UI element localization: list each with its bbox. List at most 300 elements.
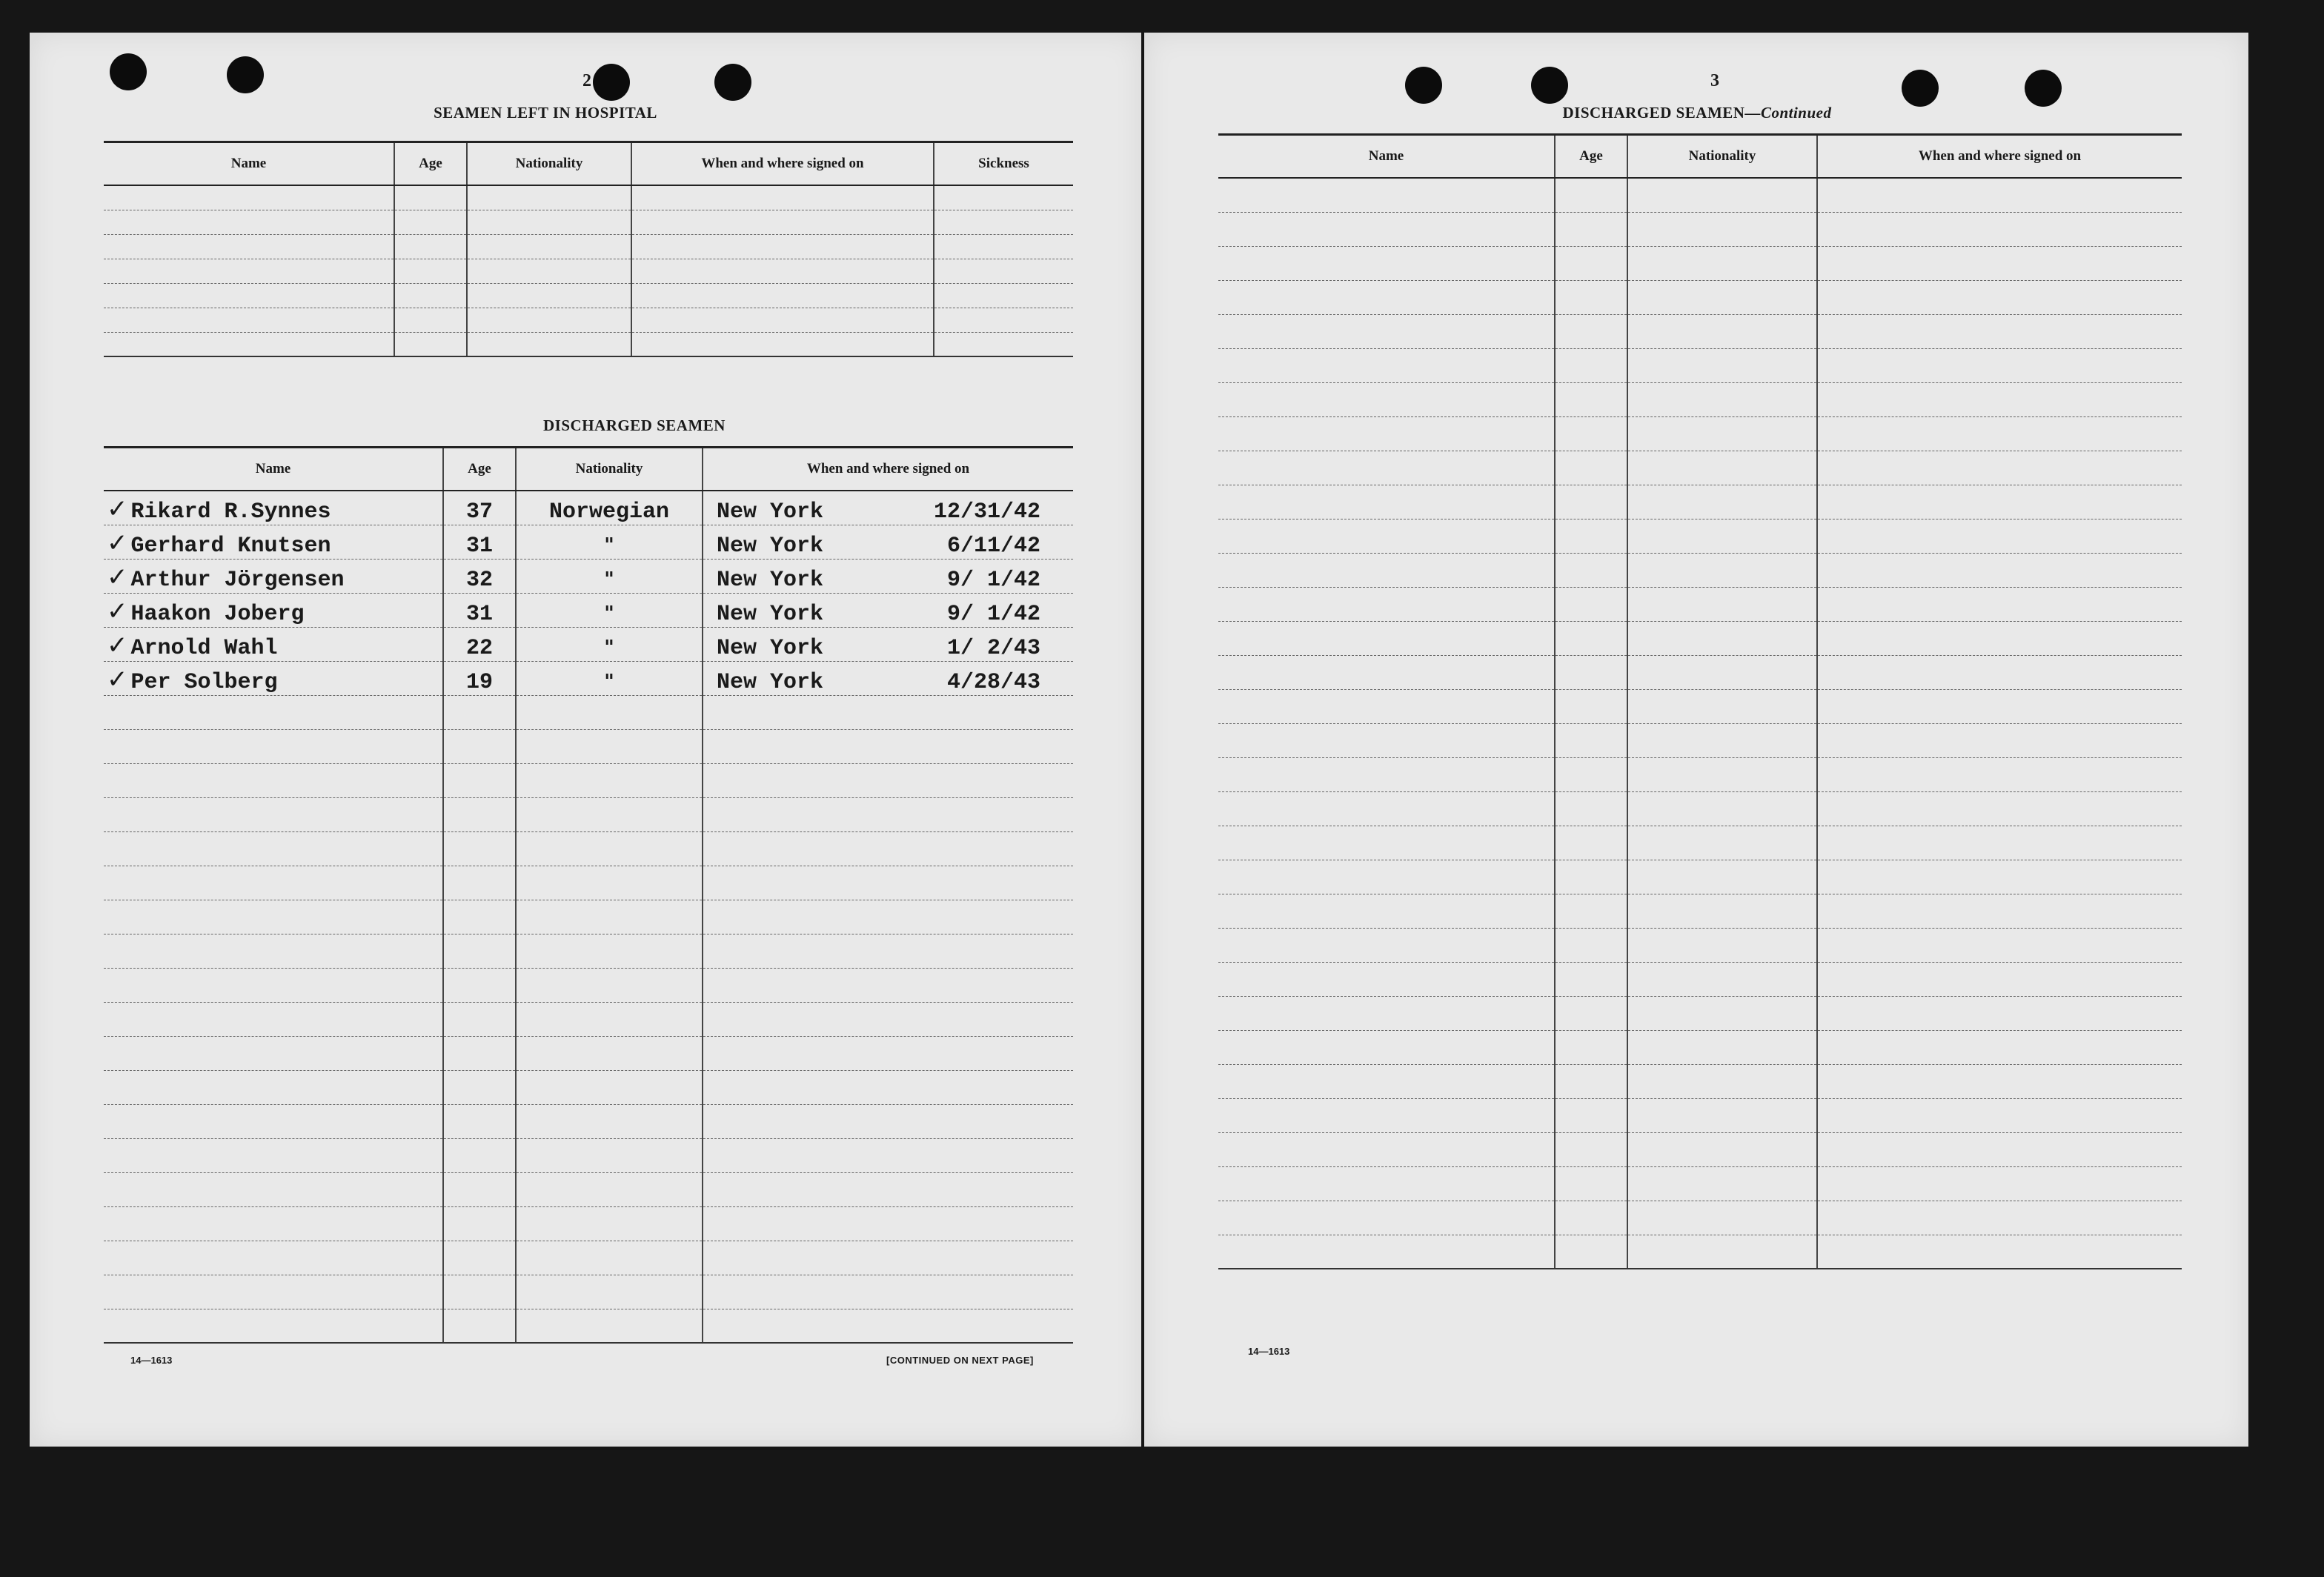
punch-hole <box>593 64 630 101</box>
empty-cell <box>467 234 631 259</box>
empty-cell <box>1218 246 1555 280</box>
punch-hole <box>1531 67 1568 104</box>
empty-cell <box>1218 1235 1555 1269</box>
column-header-nationality: Nationality <box>516 448 703 491</box>
empty-cell <box>1627 894 1817 928</box>
checkmark-icon: ✓ <box>107 562 128 592</box>
empty-cell <box>631 283 934 308</box>
empty-cell <box>1218 894 1555 928</box>
empty-cell <box>467 332 631 356</box>
empty-cell <box>1627 962 1817 996</box>
empty-cell <box>394 234 467 259</box>
empty-cell <box>1218 451 1555 485</box>
signed-on <box>706 602 1070 627</box>
table-row <box>104 210 1073 234</box>
empty-cell <box>1218 826 1555 860</box>
table-row <box>104 525 1073 559</box>
signed-on-date: 9/ 1/42 <box>946 567 1040 593</box>
empty-cell <box>1627 1235 1817 1269</box>
seaman-age: 37 <box>465 499 493 525</box>
empty-cell <box>703 968 1073 1002</box>
table-row <box>1218 451 2182 485</box>
empty-cell <box>1627 416 1817 451</box>
empty-cell <box>1817 689 2182 723</box>
table-row <box>104 593 1073 627</box>
empty-cell <box>1627 928 1817 962</box>
empty-cell <box>1218 314 1555 348</box>
empty-cell <box>516 1241 703 1275</box>
table-row <box>1218 826 2182 860</box>
column-header-sickness: Sickness <box>934 142 1073 186</box>
seaman-age: 22 <box>465 635 493 661</box>
empty-cell <box>631 185 934 210</box>
punch-hole <box>1902 70 1939 107</box>
empty-cell <box>1555 314 1627 348</box>
empty-cell <box>443 763 516 797</box>
left-page <box>30 33 1141 1447</box>
empty-cell <box>1817 451 2182 485</box>
empty-cell <box>443 1070 516 1104</box>
seaman-age: 31 <box>465 601 493 627</box>
empty-cell <box>1218 348 1555 382</box>
empty-cell <box>104 210 394 234</box>
empty-cell <box>1817 655 2182 689</box>
table-row <box>104 185 1073 210</box>
table-row <box>1218 1166 2182 1201</box>
empty-cell <box>1627 212 1817 246</box>
seaman-entry <box>107 494 331 525</box>
empty-cell <box>394 332 467 356</box>
empty-cell <box>1555 757 1627 791</box>
empty-cell <box>1555 723 1627 757</box>
table-header-row <box>104 142 1073 186</box>
empty-cell <box>443 831 516 866</box>
empty-cell <box>703 866 1073 900</box>
empty-cell <box>1555 485 1627 519</box>
empty-cell <box>1627 1166 1817 1201</box>
table-row <box>104 1070 1073 1104</box>
empty-cell <box>1555 246 1627 280</box>
table-row <box>104 308 1073 332</box>
empty-cell <box>104 185 394 210</box>
nationality-cell <box>516 491 703 525</box>
empty-cell <box>703 1275 1073 1309</box>
empty-cell <box>104 934 443 968</box>
title-suffix: —Continued <box>1744 104 1832 122</box>
empty-cell <box>104 308 394 332</box>
table-row <box>104 491 1073 525</box>
empty-cell <box>104 900 443 934</box>
empty-cell <box>1817 996 2182 1030</box>
column-header-age: Age <box>443 448 516 491</box>
empty-cell <box>1218 1201 1555 1235</box>
empty-cell <box>1817 1030 2182 1064</box>
seaman-nationality: Norwegian <box>548 499 670 525</box>
table-row <box>1218 485 2182 519</box>
empty-cell <box>1555 553 1627 587</box>
table-row <box>104 831 1073 866</box>
empty-cell <box>1627 689 1817 723</box>
empty-cell <box>394 185 467 210</box>
empty-cell <box>443 900 516 934</box>
punch-hole <box>110 53 147 90</box>
empty-cell <box>1218 1098 1555 1132</box>
empty-cell <box>1218 723 1555 757</box>
empty-cell <box>1218 1132 1555 1166</box>
empty-cell <box>1218 1064 1555 1098</box>
seaman-nationality: " <box>604 636 614 659</box>
signed-on-cell <box>703 661 1073 695</box>
form-code: 14—1613 <box>130 1355 173 1366</box>
checkmark-icon: ✓ <box>107 664 128 694</box>
table-row <box>1218 1201 2182 1235</box>
empty-cell <box>1218 416 1555 451</box>
name-cell <box>104 525 443 559</box>
empty-cell <box>1817 280 2182 314</box>
table-row <box>104 559 1073 593</box>
discharged-table <box>104 446 1073 1344</box>
signed-on-date: 1/ 2/43 <box>946 635 1040 661</box>
empty-cell <box>1817 1166 2182 1201</box>
empty-cell <box>104 968 443 1002</box>
table-row <box>104 1206 1073 1241</box>
empty-cell <box>1555 1201 1627 1235</box>
empty-cell <box>631 332 934 356</box>
table-row <box>1218 212 2182 246</box>
empty-cell <box>631 210 934 234</box>
empty-cell <box>1627 1030 1817 1064</box>
seaman-entry <box>107 596 305 627</box>
table-row <box>1218 860 2182 894</box>
empty-cell <box>1817 416 2182 451</box>
empty-cell <box>443 934 516 968</box>
empty-cell <box>1627 655 1817 689</box>
table-row <box>104 866 1073 900</box>
empty-cell <box>516 1172 703 1206</box>
empty-cell <box>1627 723 1817 757</box>
empty-cell <box>1555 1132 1627 1166</box>
empty-cell <box>703 1241 1073 1275</box>
empty-cell <box>1555 826 1627 860</box>
table-row <box>104 1002 1073 1036</box>
empty-cell <box>516 1309 703 1343</box>
empty-cell <box>1218 962 1555 996</box>
empty-cell <box>703 1138 1073 1172</box>
table-row <box>104 627 1073 661</box>
empty-cell <box>1555 587 1627 621</box>
empty-cell <box>1627 280 1817 314</box>
table-row <box>1218 928 2182 962</box>
signed-on-date: 9/ 1/42 <box>946 601 1040 627</box>
empty-cell <box>516 1138 703 1172</box>
discharged-continued-table <box>1218 133 2182 1269</box>
table-row <box>104 259 1073 283</box>
column-header-name: Name <box>1218 135 1555 179</box>
seaman-name: Gerhard Knutsen <box>130 533 331 559</box>
column-header-signed-on: When and where signed on <box>1817 135 2182 179</box>
signed-on <box>706 568 1070 593</box>
empty-cell <box>631 308 934 332</box>
table-row <box>1218 553 2182 587</box>
age-cell <box>443 593 516 627</box>
empty-cell <box>467 185 631 210</box>
seaman-name: Arthur Jörgensen <box>130 567 345 593</box>
empty-cell <box>1555 1064 1627 1098</box>
table-header-row <box>104 448 1073 491</box>
seaman-age: 31 <box>465 533 493 559</box>
empty-cell <box>443 1206 516 1241</box>
empty-cell <box>104 695 443 729</box>
table-header-row <box>1218 135 2182 179</box>
empty-cell <box>443 1309 516 1343</box>
empty-cell <box>516 1104 703 1138</box>
form-code: 14—1613 <box>1248 1346 1290 1357</box>
nationality-cell <box>516 661 703 695</box>
empty-cell <box>703 1104 1073 1138</box>
signed-on-cell <box>703 491 1073 525</box>
empty-cell <box>1555 996 1627 1030</box>
empty-cell <box>1627 314 1817 348</box>
table-row <box>104 934 1073 968</box>
table-row <box>1218 723 2182 757</box>
empty-cell <box>104 234 394 259</box>
empty-cell <box>104 831 443 866</box>
empty-cell <box>104 332 394 356</box>
nationality-cell <box>516 627 703 661</box>
empty-cell <box>1218 996 1555 1030</box>
signed-on <box>706 499 1070 525</box>
table-row <box>1218 689 2182 723</box>
seaman-nationality: " <box>604 568 614 591</box>
empty-cell <box>1218 382 1555 416</box>
empty-cell <box>467 259 631 283</box>
age-cell <box>443 627 516 661</box>
table-row <box>1218 416 2182 451</box>
table-row <box>1218 314 2182 348</box>
seaman-nationality: " <box>604 670 614 693</box>
empty-cell <box>1817 382 2182 416</box>
empty-cell <box>934 283 1073 308</box>
table-row <box>1218 1132 2182 1166</box>
empty-cell <box>1817 791 2182 826</box>
table-row <box>104 763 1073 797</box>
empty-cell <box>1218 621 1555 655</box>
empty-cell <box>703 1002 1073 1036</box>
empty-cell <box>516 900 703 934</box>
signed-on-cell <box>703 627 1073 661</box>
empty-cell <box>443 866 516 900</box>
empty-cell <box>1555 1030 1627 1064</box>
empty-cell <box>443 729 516 763</box>
empty-cell <box>1555 621 1627 655</box>
table-row <box>1218 348 2182 382</box>
empty-cell <box>1555 894 1627 928</box>
empty-cell <box>1817 553 2182 587</box>
discharged-section-title: DISCHARGED SEAMEN <box>543 416 726 434</box>
table-row <box>104 234 1073 259</box>
age-cell <box>443 559 516 593</box>
table-row <box>1218 1064 2182 1098</box>
empty-cell <box>1555 280 1627 314</box>
empty-cell <box>703 763 1073 797</box>
empty-cell <box>1555 689 1627 723</box>
empty-cell <box>1817 1201 2182 1235</box>
signed-on-cell <box>703 525 1073 559</box>
empty-cell <box>1555 860 1627 894</box>
empty-cell <box>1817 587 2182 621</box>
empty-cell <box>1627 451 1817 485</box>
empty-cell <box>104 1172 443 1206</box>
column-header-nationality: Nationality <box>467 142 631 186</box>
age-cell <box>443 661 516 695</box>
name-cell <box>104 593 443 627</box>
name-cell <box>104 491 443 525</box>
empty-cell <box>934 332 1073 356</box>
nationality-cell <box>516 525 703 559</box>
empty-cell <box>934 308 1073 332</box>
empty-cell <box>516 831 703 866</box>
empty-cell <box>703 797 1073 831</box>
column-header-name: Name <box>104 142 394 186</box>
signed-on-date: 4/28/43 <box>946 669 1040 695</box>
empty-cell <box>1817 1098 2182 1132</box>
empty-cell <box>1555 212 1627 246</box>
checkmark-icon: ✓ <box>107 494 128 524</box>
empty-cell <box>934 234 1073 259</box>
empty-cell <box>1555 962 1627 996</box>
empty-cell <box>1218 1166 1555 1201</box>
empty-cell <box>516 866 703 900</box>
empty-cell <box>703 695 1073 729</box>
table-row <box>104 1172 1073 1206</box>
seaman-entry <box>107 562 345 593</box>
empty-cell <box>1627 757 1817 791</box>
empty-cell <box>1555 348 1627 382</box>
empty-cell <box>934 259 1073 283</box>
empty-cell <box>104 729 443 763</box>
table-row <box>104 900 1073 934</box>
table-row <box>1218 1235 2182 1269</box>
empty-cell <box>1627 348 1817 382</box>
page-number: 3 <box>1710 71 1719 90</box>
empty-cell <box>1218 212 1555 246</box>
empty-cell <box>1555 1166 1627 1201</box>
empty-cell <box>443 968 516 1002</box>
empty-cell <box>516 763 703 797</box>
empty-cell <box>1627 1132 1817 1166</box>
empty-cell <box>1627 1201 1817 1235</box>
column-header-age: Age <box>394 142 467 186</box>
empty-cell <box>104 283 394 308</box>
empty-cell <box>443 1138 516 1172</box>
empty-cell <box>1218 655 1555 689</box>
table-row <box>1218 962 2182 996</box>
empty-cell <box>1218 860 1555 894</box>
empty-cell <box>104 259 394 283</box>
table-row <box>1218 178 2182 212</box>
table-row <box>104 1241 1073 1275</box>
empty-cell <box>1817 962 2182 996</box>
empty-cell <box>1218 519 1555 553</box>
seaman-nationality: " <box>604 534 614 557</box>
empty-cell <box>1555 451 1627 485</box>
empty-cell <box>1817 519 2182 553</box>
signed-on <box>706 636 1070 661</box>
empty-cell <box>703 1206 1073 1241</box>
empty-cell <box>1218 280 1555 314</box>
empty-cell <box>104 1104 443 1138</box>
empty-cell <box>1627 1064 1817 1098</box>
empty-cell <box>1817 723 2182 757</box>
empty-cell <box>394 283 467 308</box>
hospital-table <box>104 141 1073 357</box>
empty-cell <box>443 1104 516 1138</box>
empty-cell <box>1627 996 1817 1030</box>
column-header-age: Age <box>1555 135 1627 179</box>
column-header-name: Name <box>104 448 443 491</box>
empty-cell <box>1817 485 2182 519</box>
table-row <box>1218 382 2182 416</box>
empty-cell <box>394 259 467 283</box>
empty-cell <box>104 1275 443 1309</box>
empty-cell <box>1817 178 2182 212</box>
empty-cell <box>1218 485 1555 519</box>
table-row <box>104 1104 1073 1138</box>
table-row <box>104 695 1073 729</box>
empty-cell <box>516 1036 703 1070</box>
empty-cell <box>1627 553 1817 587</box>
empty-cell <box>1627 621 1817 655</box>
table-row <box>1218 280 2182 314</box>
empty-cell <box>1627 826 1817 860</box>
empty-cell <box>1218 553 1555 587</box>
signed-on-date: 12/31/42 <box>933 499 1040 525</box>
empty-cell <box>1817 860 2182 894</box>
empty-cell <box>1555 1098 1627 1132</box>
checkmark-icon: ✓ <box>107 630 128 660</box>
empty-cell <box>516 1070 703 1104</box>
empty-cell <box>703 1309 1073 1343</box>
signed-on-place: New York <box>717 567 824 593</box>
signed-on <box>706 670 1070 695</box>
empty-cell <box>1817 621 2182 655</box>
empty-cell <box>631 234 934 259</box>
empty-cell <box>104 763 443 797</box>
empty-cell <box>1555 655 1627 689</box>
empty-cell <box>1627 860 1817 894</box>
empty-cell <box>104 1206 443 1241</box>
page-number: 2 <box>582 71 591 90</box>
empty-cell <box>516 797 703 831</box>
empty-cell <box>1627 587 1817 621</box>
empty-cell <box>1627 178 1817 212</box>
seaman-entry <box>107 664 278 695</box>
table-row <box>1218 621 2182 655</box>
empty-cell <box>1817 212 2182 246</box>
table-row <box>104 729 1073 763</box>
empty-cell <box>703 900 1073 934</box>
right-page <box>1144 33 2248 1447</box>
empty-cell <box>1817 1235 2182 1269</box>
empty-cell <box>1218 587 1555 621</box>
table-row <box>104 332 1073 356</box>
empty-cell <box>104 797 443 831</box>
age-cell <box>443 491 516 525</box>
empty-cell <box>1555 1235 1627 1269</box>
empty-cell <box>1817 314 2182 348</box>
punch-hole <box>1405 67 1442 104</box>
table-row <box>1218 1030 2182 1064</box>
